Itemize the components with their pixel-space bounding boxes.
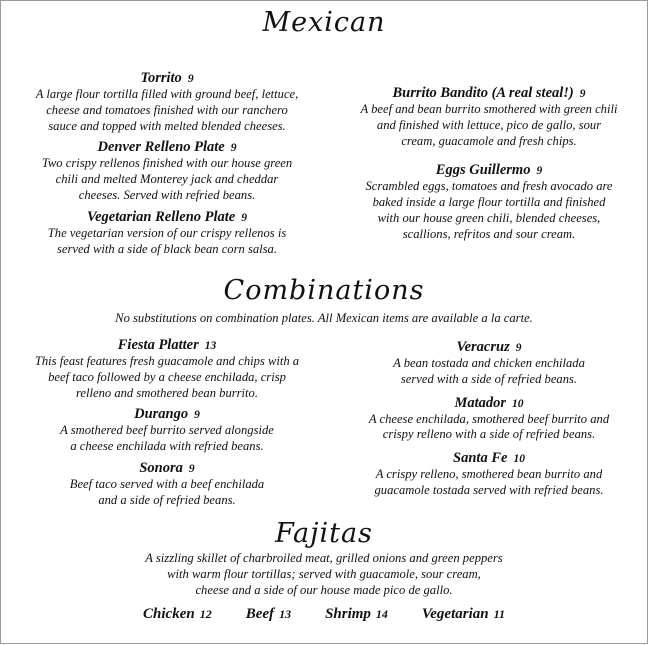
section-title-mexican: Mexican [262,7,386,38]
combinations-right-column [337,338,641,503]
item-name: Sonora [139,459,183,476]
menu-item [11,208,323,258]
item-name: Eggs Guillermo [435,162,531,179]
item-description: The vegetarian version of our crispy rellenos is served with a side of black bean corn salsa. [47,225,287,256]
item-name: Burrito Bandito (A real steal!) [392,85,574,101]
menu-item [337,449,641,499]
item-price: 9 [230,142,237,155]
menu-item [11,336,323,401]
section-title-combinations: Combinations [223,275,425,306]
item-name: Torrito [140,70,182,86]
section-title-fajitas: Fajitas [275,518,373,549]
item-description: Beef taco served with a beef enchilada and a side of refried beans. [69,476,265,507]
fajitas-option [325,605,388,623]
menu-item [337,394,641,444]
item-description: This feast features fresh guacamole and chips with a beef taco followed by a cheese enchilada, crisp relleno and smothered bean burrito. [34,354,300,400]
item-name: Fiesta Platter [117,337,199,353]
item-description: Two crispy rellenos finished with our house green chili and melted Monterey jack and cheddar cheeses. Served with refried beans. [41,156,293,202]
item-description: A crispy relleno, smothered bean burrito and guacamole tostada served with refried beans. [374,467,604,497]
item-price: 9 [536,165,543,178]
item-price: 9 [241,211,247,224]
item-price: 9 [194,409,200,422]
item-description: A large flour tortilla filled with ground beef, lettuce, cheese and tomatoes finished with our ranchero sauce and topped with melted blended cheeses. [35,87,299,133]
menu-item [337,338,641,388]
item-name: Vegetarian Relleno Plate [87,208,236,225]
menu-item [11,405,323,455]
combinations-left-column [11,336,323,513]
menu-item [337,84,641,149]
option-price: 14 [375,607,388,621]
item-name: Durango [134,406,189,423]
item-name: Matador [454,394,507,411]
combinations-note: No substitutions on combination plates. All Mexican items are available a la carte. [115,311,533,325]
option-price: 12 [199,607,212,621]
menu-item [11,69,323,134]
option-name: Shrimp [325,606,371,622]
item-price: 10 [512,397,524,410]
menu-item [11,138,323,203]
item-price: 9 [515,342,522,354]
item-description: A cheese enchilada, smothered beef burrito and crispy relleno with a side of refried beans. [368,411,610,442]
item-description: A smothered beef burrito served alongside a cheese enchilada with refried beans. [60,423,274,454]
fajitas-description: A sizzling skillet of charbroiled meat, grilled onions and green peppers with warm flour tortillas; served with guacamole, sour cream, cheese and a side of our house made pico de gallo. [145,551,503,597]
option-name: Chicken [143,606,195,622]
option-name: Vegetarian [421,606,489,622]
option-price: 13 [279,607,292,621]
item-price: 13 [204,340,217,352]
item-price: 9 [187,73,194,85]
fajitas-option [422,605,505,623]
item-name: Veracruz [456,339,510,355]
mexican-left-column [11,69,323,261]
item-description: A beef and bean burrito smothered with green chili and finished with lettuce, pico de gallo, sour cream, guacamole and fresh chips. [360,102,618,148]
option-name: Beef [245,606,275,622]
fajitas-option [246,605,291,623]
menu-item [337,161,641,242]
option-price: 11 [493,607,505,621]
item-name: Denver Relleno Plate [97,139,225,156]
item-price: 9 [188,462,195,475]
item-price: 10 [513,453,525,466]
item-name: Santa Fe [453,450,508,467]
item-description: A bean tostada and chicken enchilada served with a side of refried beans. [393,356,585,386]
fajitas-options [1,605,647,623]
fajitas-option [143,605,212,623]
mexican-right-column [337,84,641,247]
menu-item [11,459,323,509]
item-description: Scrambled eggs, tomatoes and fresh avocado are baked inside a large flour tortilla and finished with our house green chili, blended cheeses, scallions, refritos and sour cream. [365,179,613,241]
item-price: 9 [579,88,586,100]
